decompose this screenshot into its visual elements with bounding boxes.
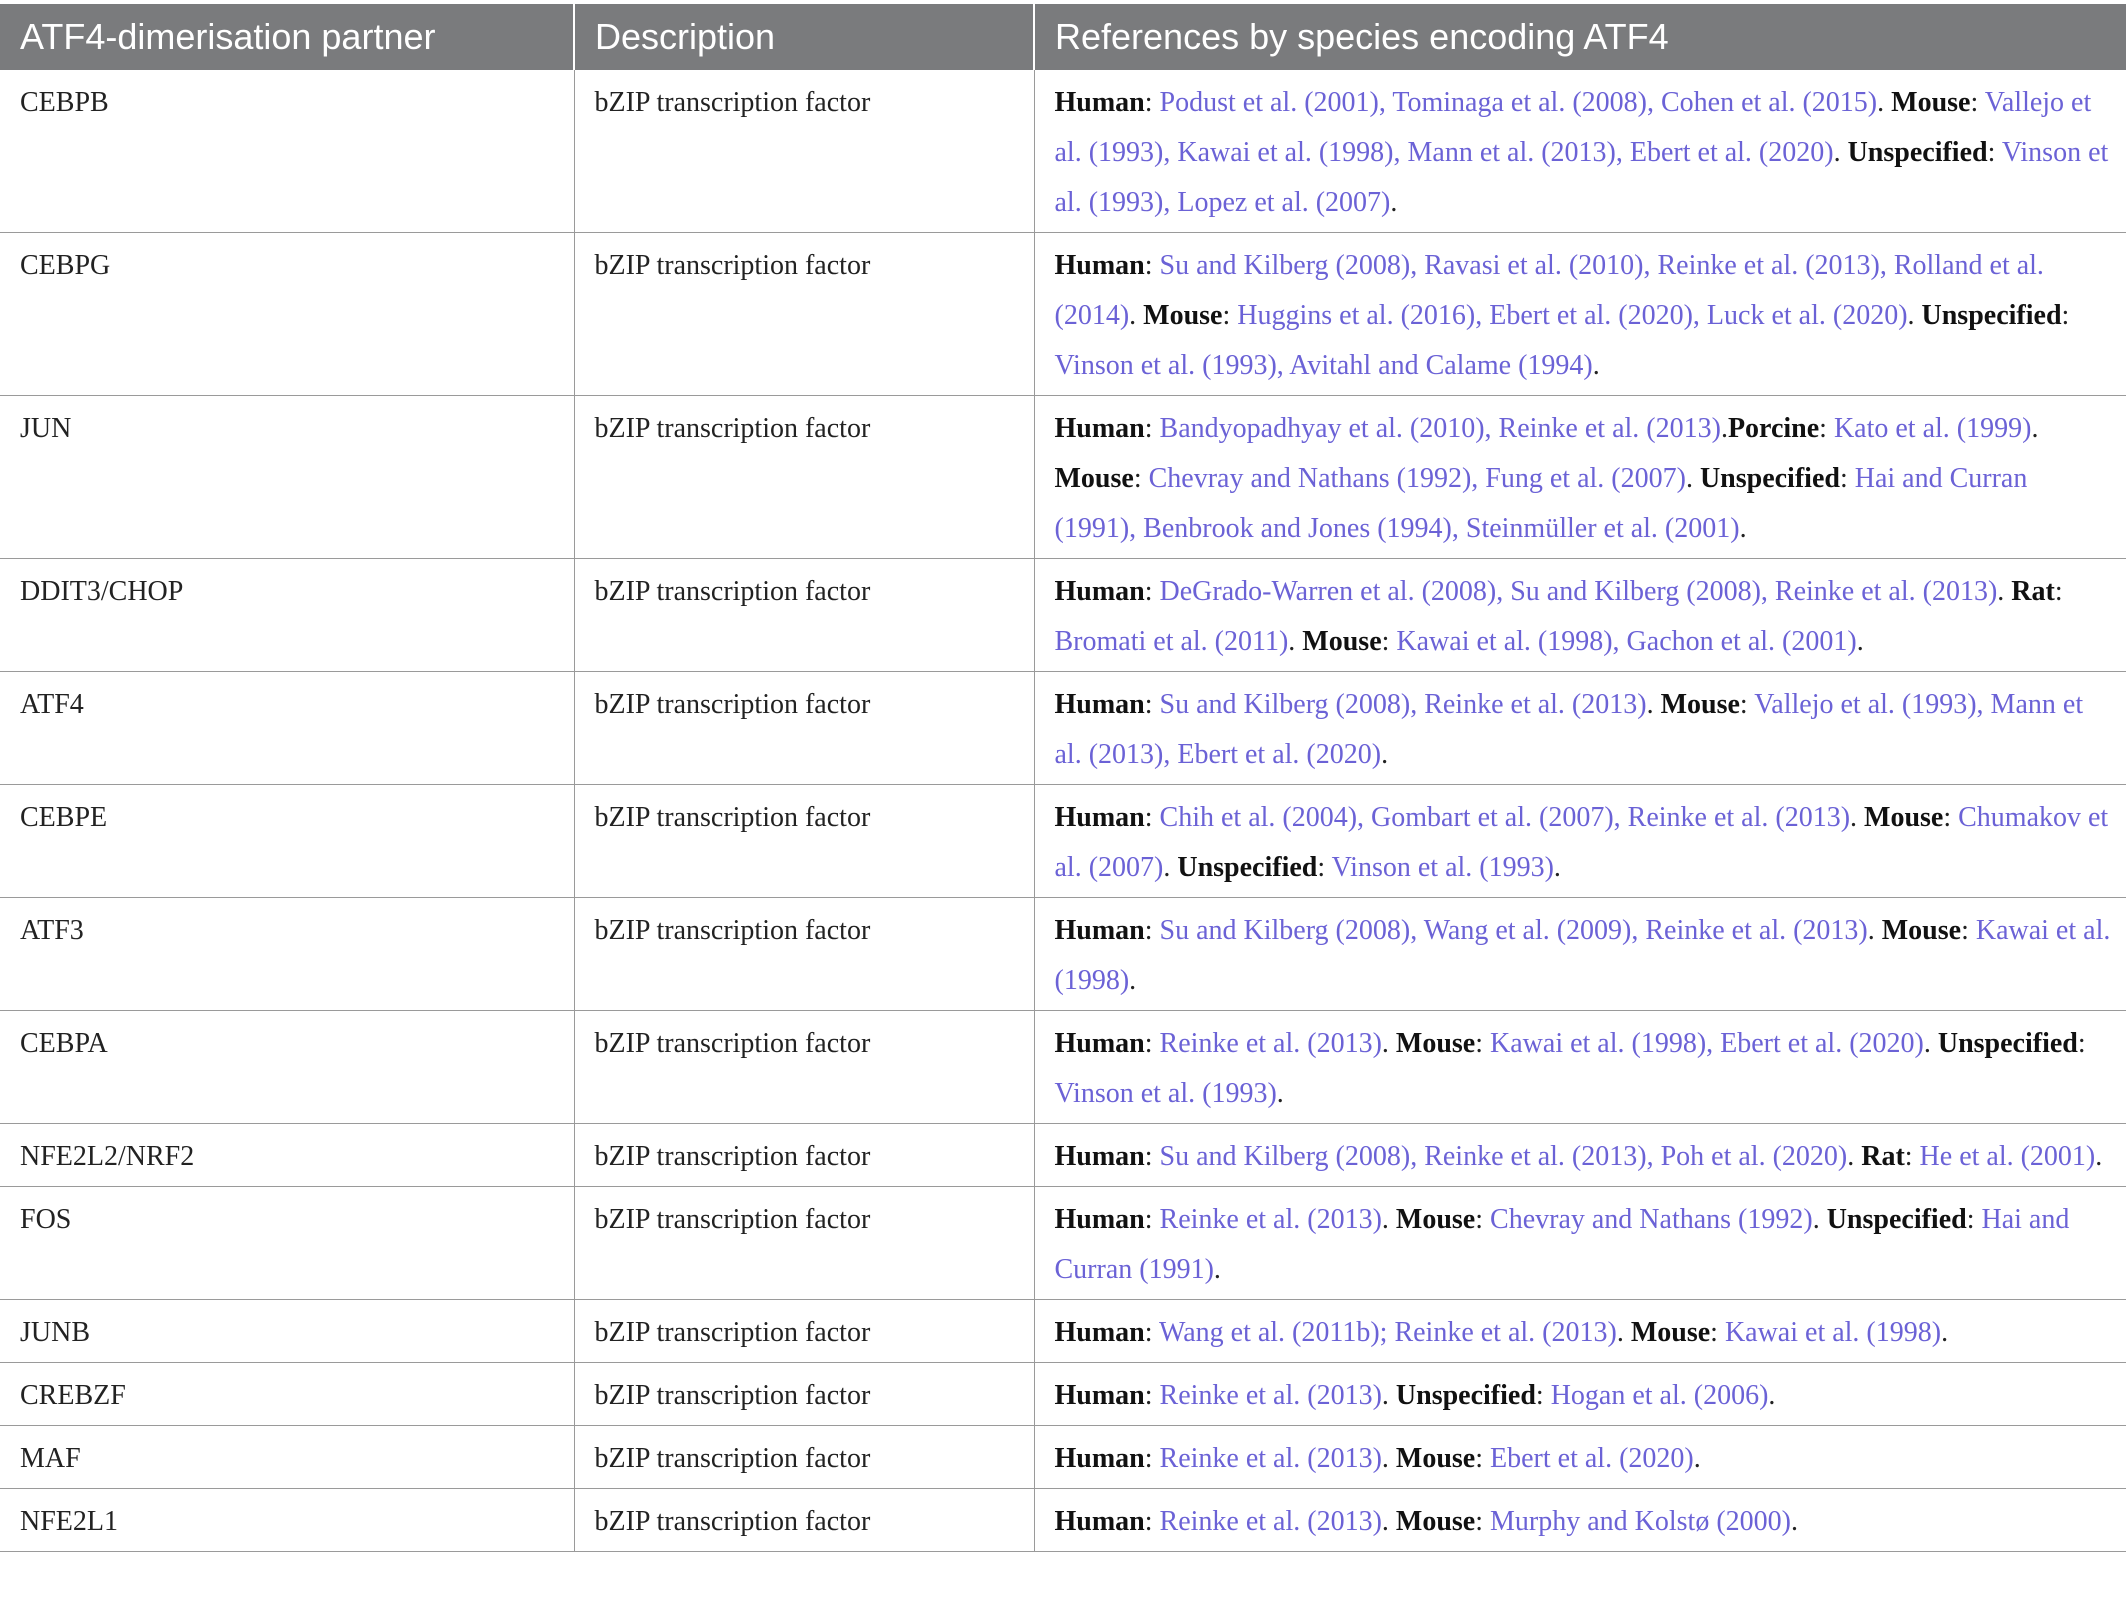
punctuation: :	[2054, 576, 2063, 607]
reference-link[interactable]: Vallejo et al. (1993), Kawai et al. (1998), Mann et al. (2013), Ebert et al. (2020)	[1054, 87, 2092, 168]
reference-link[interactable]: Su and Kilberg (2008), Ravasi et al. (2010), Reinke et al. (2013), Rolland et al. (2014)	[1054, 250, 2044, 331]
table-row	[0, 785, 2126, 898]
description-cell: bZIP transcription factor	[574, 1426, 1034, 1489]
punctuation: .	[1381, 1443, 1396, 1474]
punctuation: .	[1847, 1141, 1862, 1172]
column-header-references: References by species encoding ATF4	[1034, 4, 2126, 70]
punctuation: :	[1144, 250, 1160, 281]
punctuation: :	[1970, 87, 1985, 118]
species-label: Unspecified	[1937, 1028, 2078, 1059]
species-label: Mouse	[1395, 1506, 1476, 1537]
reference-link[interactable]: Chevray and Nathans (1992), Fung et al. (2007)	[1148, 463, 1686, 494]
partner-cell: CEBPA	[0, 1011, 574, 1124]
reference-link[interactable]: Reinke et al. (2013)	[1159, 1443, 1382, 1474]
punctuation: .	[1877, 87, 1892, 118]
table-row	[0, 1363, 2126, 1426]
punctuation: :	[1144, 1506, 1160, 1537]
punctuation: :	[1144, 915, 1160, 946]
reference-link[interactable]: Su and Kilberg (2008), Wang et al. (2009), Reinke et al. (2013)	[1159, 915, 1868, 946]
punctuation: :	[1133, 463, 1149, 494]
table-body	[0, 70, 2126, 1552]
punctuation: .	[1129, 300, 1144, 331]
punctuation: .	[1553, 852, 1561, 883]
punctuation: :	[1144, 1317, 1160, 1348]
references-cell	[1034, 1489, 2126, 1552]
species-label: Mouse	[1143, 300, 1223, 331]
punctuation: :	[1144, 802, 1160, 833]
partner-cell: FOS	[0, 1187, 574, 1300]
punctuation: :	[1222, 300, 1238, 331]
partner-cell: CEBPB	[0, 70, 574, 233]
table-row	[0, 672, 2126, 785]
partner-cell: CREBZF	[0, 1363, 574, 1426]
description-cell: bZIP transcription factor	[574, 70, 1034, 233]
punctuation: :	[1710, 1317, 1725, 1348]
species-label: Human	[1054, 1317, 1145, 1348]
reference-link[interactable]: Bandyopadhyay et al. (2010), Reinke et al. (2013)	[1159, 413, 1721, 444]
species-label: Human	[1054, 1506, 1145, 1537]
description-cell: bZIP transcription factor	[574, 1011, 1034, 1124]
partner-cell: MAF	[0, 1426, 574, 1489]
reference-link[interactable]: Vinson et al. (1993), Avitahl and Calame (1994)	[1054, 350, 1593, 381]
description-cell: bZIP transcription factor	[574, 1187, 1034, 1300]
species-label: Porcine	[1727, 413, 1820, 444]
punctuation: .	[1907, 300, 1922, 331]
species-label: Human	[1054, 1028, 1145, 1059]
punctuation: :	[1943, 802, 1959, 833]
punctuation: :	[1144, 689, 1160, 720]
punctuation: .	[1381, 1204, 1396, 1235]
species-label: Human	[1054, 1204, 1145, 1235]
punctuation: :	[1739, 689, 1755, 720]
references-cell	[1034, 1363, 2126, 1426]
punctuation: .	[1381, 1028, 1396, 1059]
references-cell	[1034, 1300, 2126, 1363]
species-label: Unspecified	[1826, 1204, 1967, 1235]
description-cell: bZIP transcription factor	[574, 233, 1034, 396]
punctuation: .	[1791, 1506, 1798, 1537]
punctuation: .	[1833, 137, 1848, 168]
table-row	[0, 898, 2126, 1011]
references-cell	[1034, 672, 2126, 785]
punctuation: .	[1739, 513, 1747, 544]
reference-link[interactable]: Kato et al. (1999)	[1833, 413, 2032, 444]
table-row	[0, 1300, 2126, 1363]
species-label: Unspecified	[1921, 300, 2062, 331]
partner-cell: NFE2L1	[0, 1489, 574, 1552]
reference-link[interactable]: Su and Kilberg (2008), Reinke et al. (2013), Poh et al. (2020)	[1159, 1141, 1848, 1172]
partner-cell: CEBPG	[0, 233, 574, 396]
description-cell: bZIP transcription factor	[574, 1489, 1034, 1552]
references-cell	[1034, 1426, 2126, 1489]
table-row	[0, 70, 2126, 233]
punctuation: :	[1144, 576, 1160, 607]
punctuation: .	[1997, 576, 2012, 607]
partner-cell: ATF4	[0, 672, 574, 785]
species-label: Human	[1054, 802, 1145, 833]
reference-link[interactable]: Kawai et al. (1998), Gachon et al. (2001)	[1396, 626, 1857, 657]
table-row	[0, 1489, 2126, 1552]
species-label: Rat	[2011, 576, 2055, 607]
punctuation: .	[1616, 1317, 1631, 1348]
species-label: Rat	[1861, 1141, 1905, 1172]
punctuation: :	[1144, 1443, 1160, 1474]
species-label: Unspecified	[1177, 852, 1318, 883]
species-label: Mouse	[1054, 463, 1134, 494]
reference-link[interactable]: Wang et al. (2011b); Reinke et al. (2013)	[1159, 1317, 1617, 1348]
punctuation: :	[1535, 1380, 1551, 1411]
references-cell	[1034, 1011, 2126, 1124]
species-label: Mouse	[1302, 626, 1382, 657]
punctuation: :	[1819, 413, 1834, 444]
species-label: Mouse	[1395, 1028, 1476, 1059]
punctuation: .	[1592, 350, 1600, 381]
punctuation: .	[1276, 1078, 1284, 1109]
table-row	[0, 396, 2126, 559]
punctuation: .	[2095, 1141, 2103, 1172]
description-cell: bZIP transcription factor	[574, 898, 1034, 1011]
species-label: Unspecified	[1847, 137, 1988, 168]
punctuation: .	[1768, 1380, 1776, 1411]
punctuation: .	[1693, 1443, 1701, 1474]
punctuation: .	[2031, 413, 2039, 444]
table-header	[0, 4, 2126, 70]
punctuation: .	[1941, 1317, 1949, 1348]
species-label: Unspecified	[1395, 1380, 1536, 1411]
punctuation: .	[1129, 965, 1137, 996]
punctuation: :	[1966, 1204, 1982, 1235]
species-label: Mouse	[1660, 689, 1740, 720]
column-header-description: Description	[574, 4, 1034, 70]
reference-link[interactable]: Huggins et al. (2016), Ebert et al. (2020), Luck et al. (2020)	[1237, 300, 1908, 331]
reference-link[interactable]: Reinke et al. (2013)	[1159, 1506, 1382, 1537]
punctuation: .	[1390, 187, 1398, 218]
description-cell: bZIP transcription factor	[574, 396, 1034, 559]
partner-cell: ATF3	[0, 898, 574, 1011]
reference-link[interactable]: Kawai et al. (1998), Ebert et al. (2020)	[1490, 1028, 1924, 1059]
punctuation: :	[1961, 915, 1976, 946]
species-label: Mouse	[1881, 915, 1962, 946]
species-label: Human	[1054, 413, 1145, 444]
punctuation: .	[1867, 915, 1882, 946]
reference-link[interactable]: Reinke et al. (2013)	[1159, 1204, 1382, 1235]
punctuation: .	[1381, 739, 1389, 770]
species-label: Human	[1054, 1443, 1145, 1474]
species-label: Mouse	[1395, 1443, 1476, 1474]
species-label: Human	[1054, 576, 1145, 607]
reference-link[interactable]: Reinke et al. (2013)	[1159, 1380, 1382, 1411]
partner-cell: NFE2L2/NRF2	[0, 1124, 574, 1187]
punctuation: :	[1987, 137, 2002, 168]
atf4-dimerisation-table	[0, 4, 2126, 1552]
species-label: Human	[1054, 1141, 1145, 1172]
punctuation: :	[1839, 463, 1855, 494]
reference-link[interactable]: Reinke et al. (2013)	[1159, 1028, 1382, 1059]
table-row	[0, 1124, 2126, 1187]
punctuation: .	[1213, 1254, 1221, 1285]
species-label: Mouse	[1395, 1204, 1476, 1235]
reference-link[interactable]: He et al. (2001)	[1919, 1141, 2096, 1172]
species-label: Human	[1054, 1380, 1145, 1411]
punctuation: .	[1856, 626, 1864, 657]
reference-link[interactable]: Chih et al. (2004), Gombart et al. (2007), Reinke et al. (2013)	[1159, 802, 1851, 833]
references-cell	[1034, 396, 2126, 559]
reference-link[interactable]: Kawai et al. (1998)	[1724, 1317, 1942, 1348]
punctuation: :	[1144, 1380, 1160, 1411]
reference-link[interactable]: Murphy and Kolstø (2000)	[1490, 1506, 1791, 1537]
partner-cell: JUNB	[0, 1300, 574, 1363]
references-cell	[1034, 70, 2126, 233]
punctuation: :	[1144, 1141, 1160, 1172]
punctuation: :	[1144, 1028, 1160, 1059]
punctuation: :	[1904, 1141, 1920, 1172]
species-label: Mouse	[1891, 87, 1971, 118]
partner-cell: CEBPE	[0, 785, 574, 898]
reference-link[interactable]: Kawai et al. (1998)	[1054, 915, 2111, 996]
reference-link[interactable]: DeGrado-Warren et al. (2008), Su and Kilberg (2008), Reinke et al. (2013)	[1159, 576, 1998, 607]
punctuation: .	[1685, 463, 1700, 494]
punctuation: .	[1720, 413, 1728, 444]
reference-link[interactable]: Hai and Curran (1991), Benbrook and Jones (1994), Steinmüller et al. (2001)	[1054, 463, 2028, 544]
references-cell	[1034, 1124, 2126, 1187]
references-cell	[1034, 785, 2126, 898]
column-header-partner: ATF4-dimerisation partner	[0, 4, 574, 70]
partner-cell: JUN	[0, 396, 574, 559]
punctuation: :	[1475, 1204, 1491, 1235]
description-cell: bZIP transcription factor	[574, 1300, 1034, 1363]
table-row	[0, 1011, 2126, 1124]
punctuation: .	[1163, 852, 1178, 883]
reference-link[interactable]: Vallejo et al. (1993), Mann et al. (2013), Ebert et al. (2020)	[1054, 689, 2084, 770]
punctuation: :	[1475, 1506, 1491, 1537]
punctuation: :	[1381, 626, 1397, 657]
references-cell	[1034, 898, 2126, 1011]
punctuation: .	[1381, 1380, 1396, 1411]
reference-link[interactable]: Bromati et al. (2011)	[1054, 626, 1289, 657]
header-row	[0, 4, 2126, 70]
references-cell	[1034, 233, 2126, 396]
references-cell	[1034, 559, 2126, 672]
table-row	[0, 1187, 2126, 1300]
punctuation: .	[1812, 1204, 1827, 1235]
references-cell	[1034, 1187, 2126, 1300]
species-label: Human	[1054, 87, 1145, 118]
punctuation: .	[1288, 626, 1303, 657]
reference-link[interactable]: Vinson et al. (1993), Lopez et al. (2007)	[1054, 137, 2109, 218]
partner-cell: DDIT3/CHOP	[0, 559, 574, 672]
punctuation: :	[1475, 1028, 1491, 1059]
species-label: Mouse	[1864, 802, 1944, 833]
reference-link[interactable]: Vinson et al. (1993)	[1054, 1078, 1277, 1109]
punctuation: .	[1923, 1028, 1938, 1059]
description-cell: bZIP transcription factor	[574, 785, 1034, 898]
reference-link[interactable]: Chumakov et al. (2007)	[1054, 802, 2109, 883]
table-row	[0, 233, 2126, 396]
species-label: Unspecified	[1699, 463, 1840, 494]
description-cell: bZIP transcription factor	[574, 672, 1034, 785]
species-label: Human	[1054, 915, 1145, 946]
punctuation: .	[1381, 1506, 1396, 1537]
reference-link[interactable]: Chevray and Nathans (1992)	[1490, 1204, 1813, 1235]
species-label: Mouse	[1630, 1317, 1711, 1348]
punctuation: :	[1144, 1204, 1160, 1235]
punctuation: :	[1317, 852, 1332, 883]
punctuation: .	[1646, 689, 1661, 720]
description-cell: bZIP transcription factor	[574, 1363, 1034, 1426]
reference-link[interactable]: Ebert et al. (2020)	[1490, 1443, 1694, 1474]
description-cell: bZIP transcription factor	[574, 559, 1034, 672]
description-cell: bZIP transcription factor	[574, 1124, 1034, 1187]
reference-link[interactable]: Hogan et al. (2006)	[1550, 1380, 1769, 1411]
species-label: Human	[1054, 250, 1145, 281]
punctuation: .	[1850, 802, 1865, 833]
punctuation: :	[1475, 1443, 1491, 1474]
punctuation: :	[2077, 1028, 2086, 1059]
table-row	[0, 1426, 2126, 1489]
punctuation: :	[2061, 300, 2070, 331]
reference-link[interactable]: Hai and Curran (1991)	[1054, 1204, 2070, 1285]
punctuation: :	[1144, 87, 1160, 118]
species-label: Human	[1054, 689, 1145, 720]
table-row	[0, 559, 2126, 672]
reference-link[interactable]: Su and Kilberg (2008), Reinke et al. (2013)	[1159, 689, 1647, 720]
punctuation: :	[1144, 413, 1160, 444]
reference-link[interactable]: Podust et al. (2001), Tominaga et al. (2008), Cohen et al. (2015)	[1159, 87, 1878, 118]
reference-link[interactable]: Vinson et al. (1993)	[1331, 852, 1554, 883]
